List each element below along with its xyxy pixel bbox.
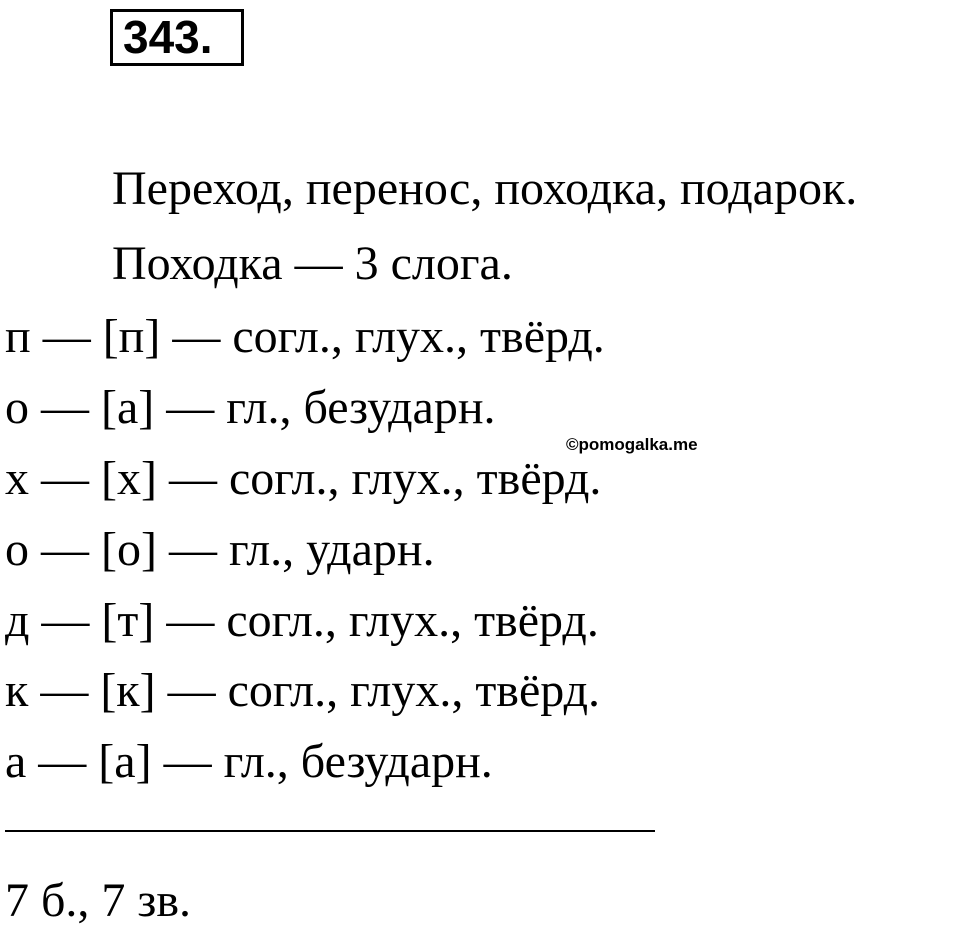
analysis-line-3: х — [х] — согл., глух., твёрд. <box>5 452 602 505</box>
exercise-number: 343. <box>123 11 213 63</box>
exercise-number-box <box>110 9 244 66</box>
analysis-line-2: о — [а] — гл., безударн. <box>5 381 496 434</box>
divider-line <box>5 830 655 832</box>
analysis-line-4: о — [о] — гл., ударн. <box>5 523 435 576</box>
watermark: ©pomogalka.me <box>566 435 698 454</box>
words-line: Переход, перенос, походка, подарок. <box>112 162 858 215</box>
analysis-line-5: д — [т] — согл., глух., твёрд. <box>5 594 599 647</box>
analysis-line-7: а — [а] — гл., безударн. <box>5 735 493 788</box>
analysis-line-6: к — [к] — согл., глух., твёрд. <box>5 664 601 717</box>
summary-line: 7 б., 7 зв. <box>5 874 192 927</box>
analysis-line-1: п — [п] — согл., глух., твёрд. <box>5 310 605 363</box>
syllables-line: Походка — 3 слога. <box>112 237 513 290</box>
